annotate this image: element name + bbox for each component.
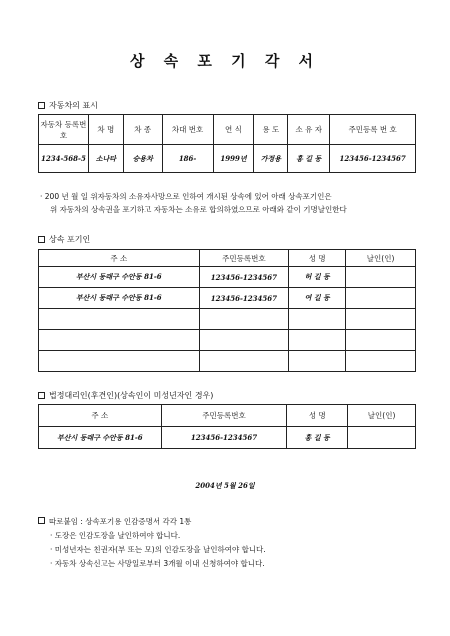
guardian-section-heading [38,390,213,401]
table-row [39,309,416,330]
cell-vehicle-name: 소나타 [88,145,123,173]
cell-name [289,351,346,372]
table-row [39,351,416,372]
cell-address: 부산시 동래구 수안동 81-6 [39,427,162,449]
cell-resident-number [199,351,289,372]
header-resident-number: 주민등록번호 [199,250,289,267]
cell-usage: 가정용 [254,145,288,173]
attachment-heading: 따로붙임 : 상속포기용 인감증명서 각각 1통 [38,516,191,527]
vehicle-data-row [39,145,416,173]
header-vehicle-type: 차 종 [123,115,162,145]
renouncer-section-heading [38,234,90,245]
header-address: 주 소 [39,250,200,267]
checkbox-square-icon [38,102,45,109]
header-owner: 소 유 자 [288,115,330,145]
list-item: · 자동차 상속신고는 사망일로부터 3개월 이내 신청하여야 합니다. [50,559,265,568]
cell-address [39,351,200,372]
table-row [39,427,416,449]
cell-seal [346,351,416,372]
cell-owner: 홍 길 동 [288,145,330,173]
cell-address: 부산시 동래구 수안동 81-6 [39,267,200,288]
cell-address: 부산시 동래구 수안동 81-6 [39,288,200,309]
statement-text [40,190,347,216]
cell-name: 홍 길 동 [287,427,348,449]
cell-registration-number: 1234-568-5 [39,145,89,173]
header-address: 주 소 [39,405,162,427]
cell-seal [348,427,416,449]
cell-chassis-number: 186- [162,145,213,173]
vehicle-table [38,114,416,173]
vehicle-section-heading [38,100,98,111]
guardian-table [38,404,416,449]
header-model-year: 연 식 [213,115,254,145]
cell-seal [346,267,416,288]
cell-resident-number: 123456-1234567 [161,427,287,449]
vehicle-header-row [39,115,416,145]
list-item: · 미성년자는 친권자(부 또는 모)의 인감도장을 날인하여야 합니다. [50,545,266,554]
checkbox-square-icon [38,236,45,243]
cell-address [39,330,200,351]
header-resident-number: 주민등록 번 호 [330,115,416,145]
header-chassis-number: 차대 번호 [162,115,213,145]
cell-name [289,330,346,351]
cell-seal [346,309,416,330]
document-title: 상 속 포 기 각 서 [129,52,321,70]
header-registration-number: 자동차 등록번호 [39,115,89,145]
checkbox-square-icon [38,392,45,399]
renouncer-section-title: 상속 포기인 [49,235,91,244]
cell-seal [346,330,416,351]
document-date: 2004년 5월 26일 [195,481,255,490]
cell-vehicle-type: 승용차 [123,145,162,173]
header-resident-number: 주민등록번호 [161,405,287,427]
renouncer-header-row [39,250,416,267]
table-row [39,330,416,351]
cell-name: 여 길 동 [289,288,346,309]
header-usage: 용 도 [254,115,288,145]
cell-resident-number: 123456-1234567 [330,145,416,173]
header-vehicle-name: 차 명 [88,115,123,145]
renouncer-table [38,249,416,372]
cell-name [289,309,346,330]
statement-line-2: 위 자동차의 상속권을 포기하고 자동차는 소유로 합의하였으므로 아래와 같이 기명날인한다 [50,205,347,214]
checkbox-square-icon [38,517,45,524]
cell-resident-number: 123456-1234567 [199,267,289,288]
cell-name: 허 길 동 [289,267,346,288]
guardian-section-title: 법정대리인(후견인)(상속인이 미성년자인 경우) [49,391,214,400]
header-seal: 날인(인) [346,250,416,267]
cell-seal [346,288,416,309]
statement-line-1: · 200 년 월 일 위자동차의 소유자사망으로 인하여 개시된 상속에 있어 아래 상속포기인은 [40,192,332,201]
header-name: 성 명 [287,405,348,427]
list-item: · 도장은 인감도장을 날인하여야 합니다. [50,531,181,540]
table-row [39,288,416,309]
table-row [39,267,416,288]
cell-address [39,309,200,330]
cell-resident-number [199,309,289,330]
vehicle-section-title: 자동차의 표시 [49,101,98,110]
cell-resident-number: 123456-1234567 [199,288,289,309]
guardian-header-row [39,405,416,427]
cell-model-year: 1999년 [213,145,254,173]
cell-resident-number [199,330,289,351]
header-name: 성 명 [289,250,346,267]
header-seal: 날인(인) [348,405,416,427]
